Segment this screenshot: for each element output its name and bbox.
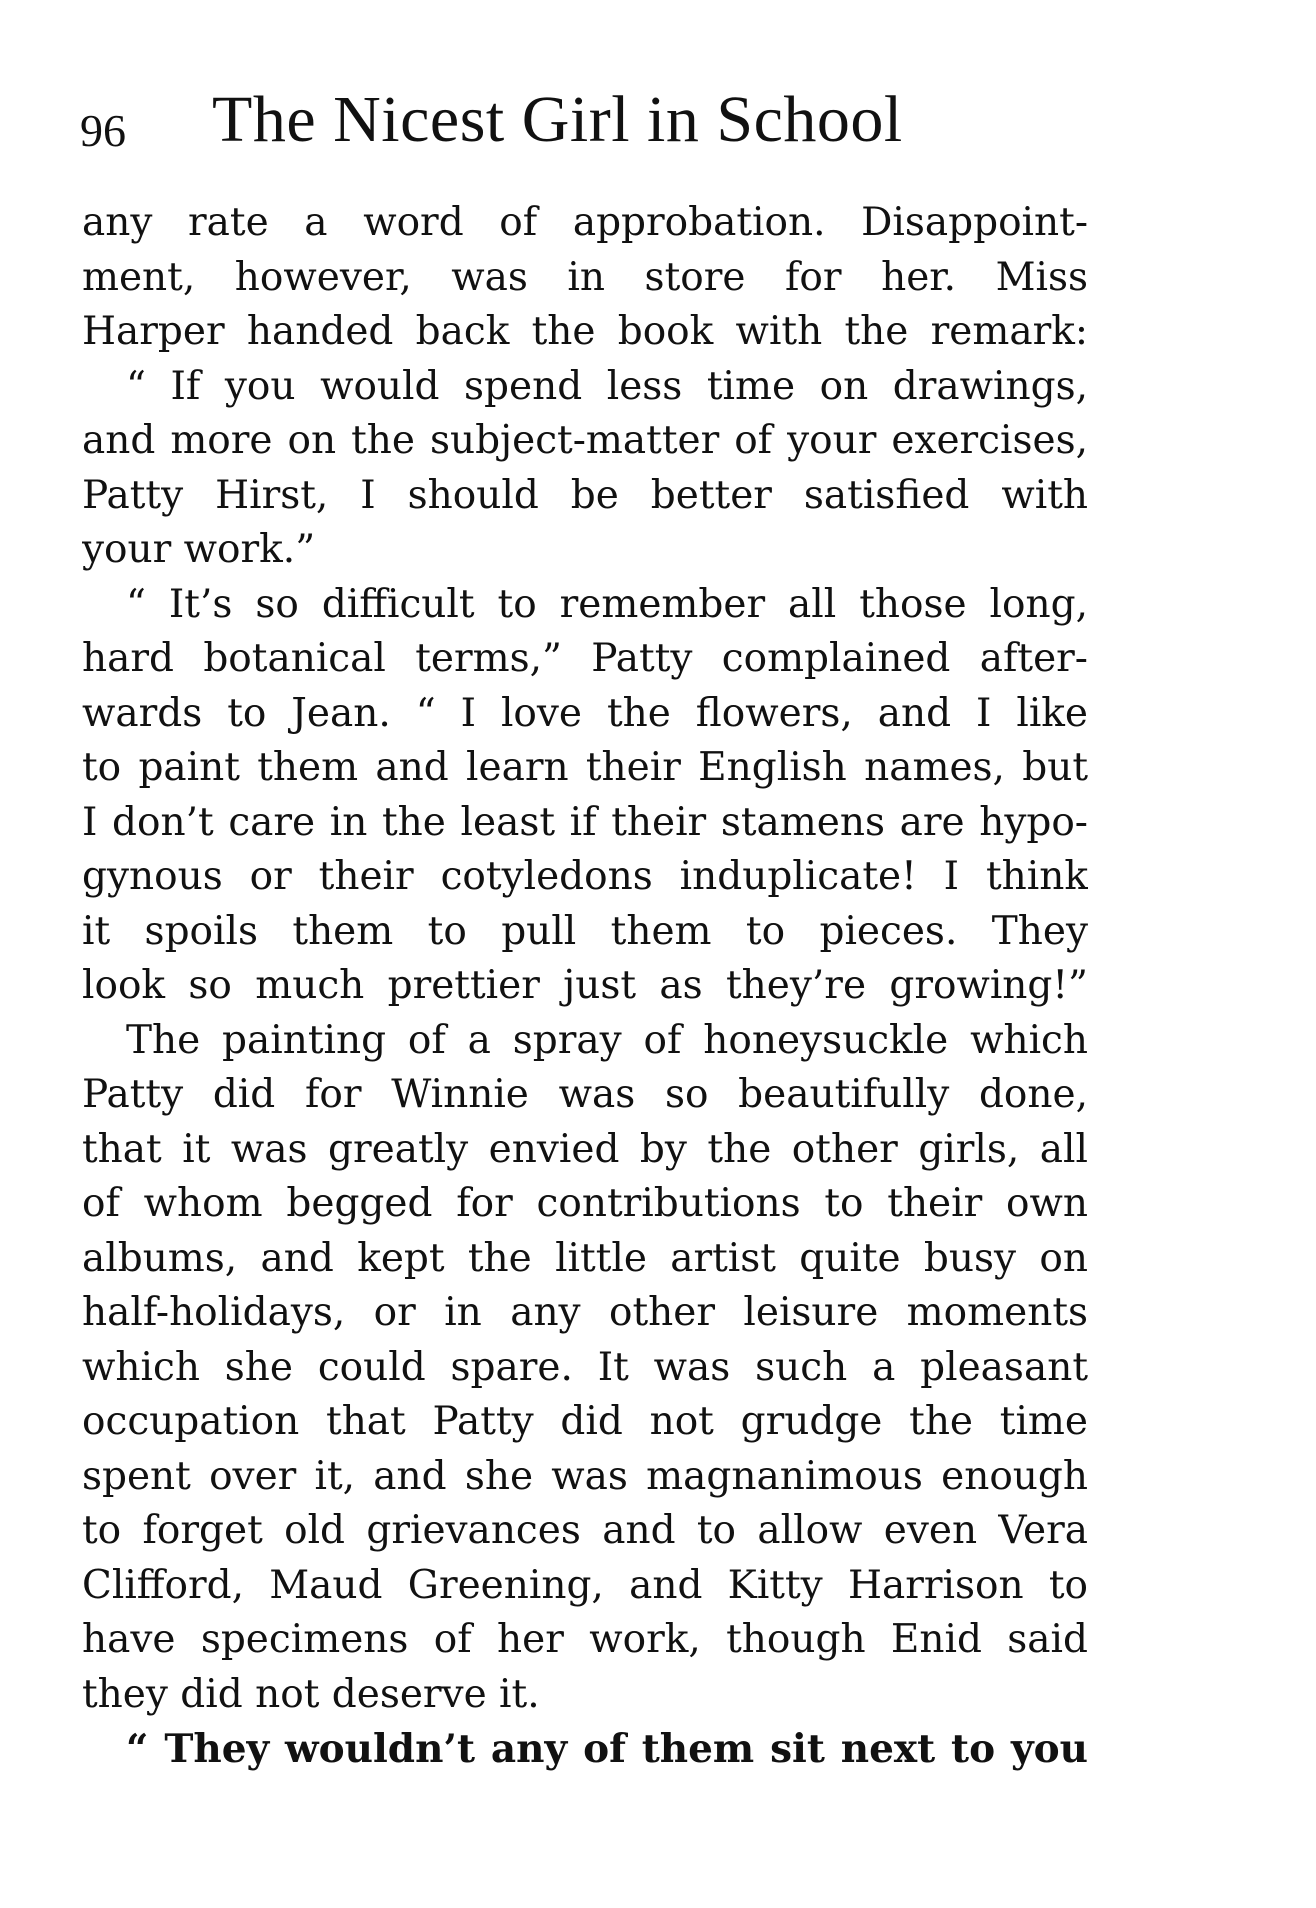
text-line: albums, and kept the little artist quite busy on bbox=[82, 1235, 1088, 1281]
text-line: have specimens of her work, though Enid said bbox=[82, 1617, 1088, 1662]
text-line: “ It’s so difficult to remember all those long, bbox=[126, 581, 1088, 627]
body-text bbox=[82, 196, 1088, 1777]
text-line: occupation that Patty did not grudge the time bbox=[82, 1399, 1088, 1444]
text-line: which she could spare. It was such a pleasant bbox=[82, 1344, 1088, 1390]
text-line: look so much prettier just as they’re growing!” bbox=[82, 963, 1088, 1008]
text-line: half-holidays, or in any other leisure moments bbox=[82, 1290, 1088, 1335]
text-line: hard botanical terms,” Patty complained after- bbox=[82, 636, 1088, 681]
text-line: that it was greatly envied by the other girls, all bbox=[82, 1126, 1088, 1172]
text-line: Clifford, Maud Greening, and Kitty Harrison to bbox=[82, 1562, 1088, 1608]
text-line: “ If you would spend less time on drawings, bbox=[126, 363, 1088, 409]
text-line: and more on the subject-matter of your exercises, bbox=[82, 418, 1088, 463]
text-line: The painting of a spray of honeysuckle which bbox=[126, 1017, 1088, 1063]
text-line: ment, however, was in store for her. Miss bbox=[82, 254, 1088, 300]
text-line: Patty Hirst, I should be better satisfied with bbox=[82, 472, 1088, 518]
running-head bbox=[80, 82, 1090, 162]
text-line: spent over it, and she was magnanimous enough bbox=[82, 1453, 1088, 1499]
text-line: they did not deserve it. bbox=[82, 1671, 540, 1717]
text-line: to forget old grievances and to allow even Vera bbox=[82, 1508, 1088, 1553]
text-line: Harper handed back the book with the remark: bbox=[82, 309, 1088, 354]
text-line: “ They wouldn’t any of them sit next to you bbox=[126, 1726, 1088, 1772]
text-line: Patty did for Winnie was so beautifully done, bbox=[82, 1072, 1088, 1117]
running-title: The Nicest Girl in School bbox=[212, 83, 903, 156]
text-line: I don’t care in the least if their stamens are hypo- bbox=[82, 799, 1088, 845]
text-line: your work.” bbox=[82, 527, 316, 572]
text-line: to paint them and learn their English names, but bbox=[82, 745, 1088, 790]
text-line: of whom begged for contributions to their own bbox=[82, 1181, 1088, 1226]
text-line: wards to Jean. “ I love the flowers, and I like bbox=[82, 690, 1088, 736]
text-line: any rate a word of approbation. Disappoint- bbox=[82, 200, 1088, 245]
text-line: it spoils them to pull them to pieces. They bbox=[82, 908, 1088, 954]
page-number: 96 bbox=[80, 105, 126, 156]
text-line: gynous or their cotyledons induplicate! I think bbox=[82, 854, 1088, 899]
